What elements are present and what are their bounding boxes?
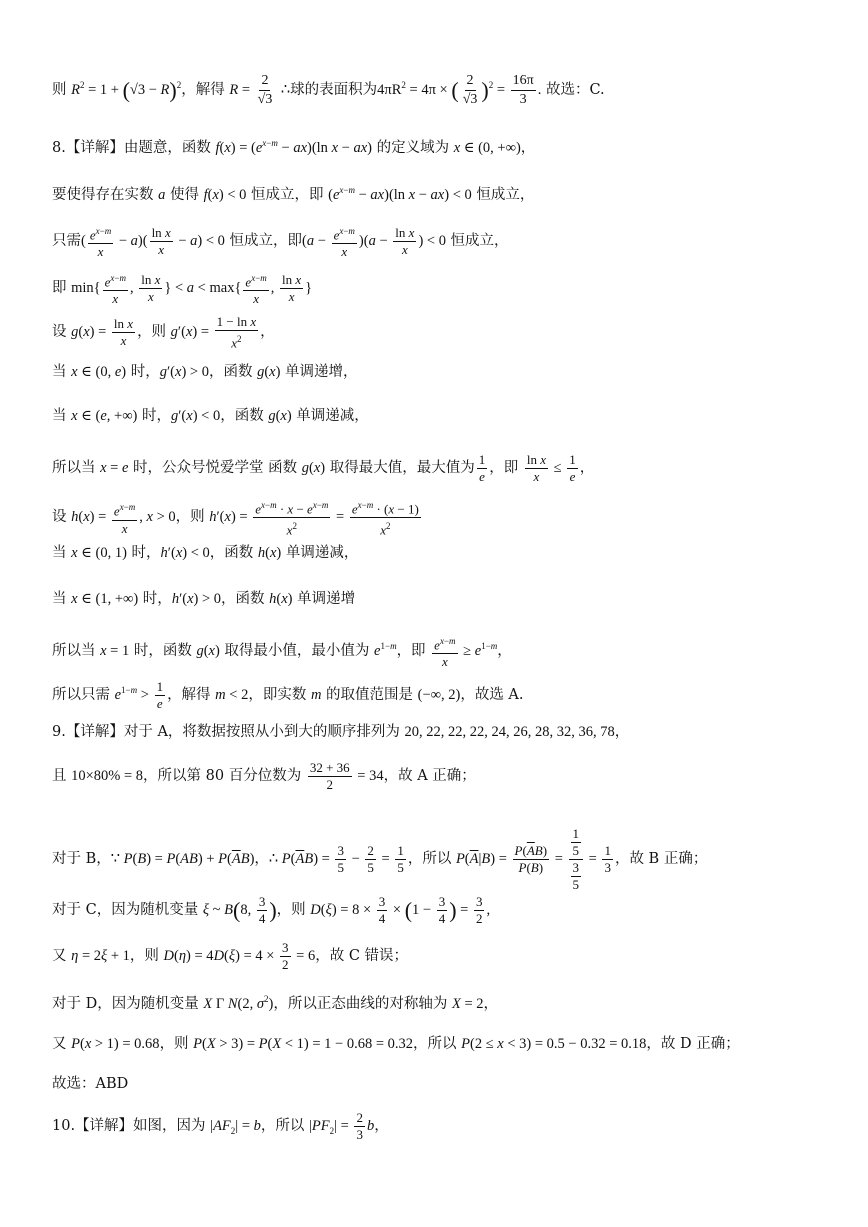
line-5: 即 min{ $\frac{e^{x-m}}{x}$ , $\frac{\text{ln x}}{x}$ } < a < max{ $\frac{e^{x-m}}{x}$ , $\frac{\text{ln x}}{x}$ }: [52, 270, 848, 307]
text: ，函数: [208, 364, 258, 380]
text: 单调递减，: [281, 545, 359, 561]
line-1: 则 $R^2 = 1 + (√3 - R)^2$，解得 R = $\frac{2}{√3}$ ∴球的表面积为$4\pi R^2 = 4\pi$ × ( $\frac{2}{√3}$ )$^2$ = $\frac{16\pi}{3}$ . 故选：C.: [52, 73, 605, 107]
text: ，故 A 正确；: [383, 767, 476, 784]
text: ，: [483, 995, 499, 1012]
text: 的取值范围是: [321, 686, 418, 703]
text: ，函数: [221, 591, 270, 607]
text: 恒成立，即: [246, 186, 329, 203]
text: ，: [260, 323, 275, 340]
line-15: [52, 722, 848, 742]
line-20: 对于 D，因为随机变量 X Γ N(2, $\sigma^2$)，所以正态曲线的对称轴为 X = 2，: [52, 994, 499, 1012]
text: 故选：C.: [541, 81, 605, 98]
text: ，则: [129, 947, 164, 964]
text: ，解得: [181, 81, 230, 98]
text: 的定义域为: [371, 139, 454, 156]
text: 时，公众号悦爱学堂 函数: [128, 459, 302, 476]
text: 又: [52, 1036, 72, 1052]
text: ，所以: [260, 1117, 309, 1134]
line-16: 且 10×80% = 8，所以第 80 百分位数为 $\frac{32 + 36}{2}$ = 34，故 A 正确；: [52, 760, 476, 792]
text: 对于 B，: [52, 850, 111, 867]
line-21: 又 P(x > 1) = 0.68，则 P(X > 3) = P(X < 1) = 1 − 0.68 = 0.32，所以 P(2 ≤ x < 3) = 0.5 − 0.32 = 0.18，故 D 正确；: [52, 1036, 740, 1052]
line-2: 8.【详解】由题意，函数 $f(x) = (e^{x-m} - ax)(\ln$ x − ax) 的定义域为 x ∈ (0, +∞)，: [52, 138, 536, 156]
line-17: 对于 B，∵ $P(B) = P(AB) + P(\overline{A}B)$，∴ $P(\overline{A}B)$ = $\frac{3}{5}$ − $\frac{2}{5}$ = $\frac{1}{5}$ ，所以 $P(\overline{A}|B)$ = $\frac{P(\overline{A}B)}{P(B)}$ = $\frac{\frac{1}{5}}{\frac{3}{5}}$ = $\frac{1}{3}$ ，故 B 正确；: [52, 826, 708, 892]
text: ，则: [276, 901, 311, 918]
text: 设: [52, 323, 72, 340]
text: 恒成立，: [471, 186, 535, 203]
line-7: 当 x ∈ (0, e) 时，g′(x) > 0，函数 g(x) 单调递增，: [52, 364, 358, 380]
text: 10.【详解】如图，因为: [52, 1117, 211, 1134]
text: ，函数: [209, 545, 258, 561]
line-3: 要使得存在实数 a 使得 f(x) < 0 恒成立，即 $(e^{x-m} - ax)(\ln$ x − ax) < 0 恒成立，: [52, 185, 535, 203]
text: ，故 D 正确；: [646, 1036, 740, 1052]
text: 恒成立，: [445, 232, 509, 249]
text: 单调递减，: [291, 408, 369, 424]
text: 只需: [52, 232, 81, 249]
line-19: 又 η = 2ξ + 1，则 D(η) = 4D(ξ) = 4 × $\frac{3}{2}$ = 6，故 C 错误；: [52, 940, 409, 972]
text: 设: [52, 509, 72, 526]
line-22: [52, 1074, 848, 1094]
text: ，故 B 正确；: [614, 850, 708, 867]
text: 单调递增: [292, 591, 356, 607]
text: 所以当: [52, 459, 101, 476]
text: 时，函数: [129, 642, 197, 659]
sorted-data: 20, 22, 22, 22, 24, 26, 28, 32, 36, 78: [404, 724, 615, 740]
text: ，所以: [413, 1036, 462, 1052]
text: 当: [52, 591, 72, 607]
text: 8.【详解】由题意，函数: [52, 139, 216, 156]
text: 对于 D，因为随机变量: [52, 995, 204, 1012]
text: 对于 C，因为随机变量: [52, 901, 203, 918]
line-4: 只需( $\frac{e^{x-m}}{x}$ − a)( $\frac{\text{ln x}}{x}$ − a) < 0 恒成立，即(a − $\frac{e^{x-m}}{x}$ )(a − $\frac{\text{ln x}}{x}$ ) < 0 恒成立，: [52, 223, 848, 260]
line-11: 当 x ∈ (0, 1) 时，h′(x) < 0，函数 h(x) 单调递减，: [52, 545, 359, 561]
text: 时，: [137, 408, 171, 424]
line-9: 所以当 x = e 时，公众号悦爱学堂 函数 g(x) 取得最大值，最大值为 $\frac{1}{e}$ ，即 $\frac{\text{ln x}}{x}$ ≤ $\frac{1}{e}$ ，: [52, 452, 595, 484]
text: 取得最小值，最小值为: [219, 642, 375, 659]
text: 时，: [126, 364, 160, 380]
text: 又: [52, 947, 72, 964]
text: ，: [579, 459, 595, 476]
text: 即: [52, 279, 72, 296]
text: ，所以正态曲线的对称轴为: [273, 995, 452, 1012]
text: ，: [254, 850, 269, 867]
text: ，即: [396, 642, 431, 659]
text: 当: [52, 545, 72, 561]
text: ，即实数: [248, 686, 311, 703]
text: 恒成立，即: [224, 232, 303, 249]
text: ，故 C 错误；: [315, 947, 409, 964]
text: ，: [374, 1117, 389, 1134]
text: 时，: [126, 545, 161, 561]
text: 所以当: [52, 642, 101, 659]
line-8: 当 x ∈ (e, +∞) 时，g′(x) < 0，函数 g(x) 单调递减，: [52, 408, 369, 424]
text: 9.【详解】对于 A，将数据按照从小到大的顺序排列为: [52, 724, 405, 740]
text: 要使得存在实数: [52, 186, 159, 203]
text: 当: [52, 408, 72, 424]
line-6: 设 g(x) = $\frac{\text{ln x}}{x}$ ，则 g′(x) = $\frac{\text{1 − ln x}}{x^2}$ ，: [52, 314, 275, 351]
line-12: 当 x ∈ (1, +∞) 时，h′(x) > 0，函数 h(x) 单调递增: [52, 591, 356, 607]
text: 使得: [165, 186, 204, 203]
text: 所以只需: [52, 686, 115, 703]
text: ，所以第 80 百分位数为: [143, 767, 306, 784]
text: ，则: [137, 323, 171, 340]
line-13: 所以当 x = 1 时，函数 g(x) 取得最小值，最小值为 $e^{1-m}$，即 $\frac{e^{x-m}}{x}$ ≥ $e^{1-m}$，: [52, 633, 848, 670]
text: ，故选 A.: [460, 686, 524, 703]
text: 单调递增，: [280, 364, 358, 380]
line-10: 设 h(x) = $\frac{e^{x-m}}{x}$ , x > 0，则 h′(x) = $\frac{e^{x-m} \cdot x - e^{x-m}}{x^2}$ = $\frac{e^{x-m} \cdot (x - 1)}{x^2}$: [52, 497, 848, 539]
text: ，则: [175, 509, 210, 526]
line-14: 所以只需 $e^{1-m}$ > $\frac{1}{e}$ ，解得 m < 2，即实数 m 的取值范围是 (−∞, 2)，故选 A.: [52, 679, 524, 711]
formula: 10×80% = 8: [71, 767, 144, 784]
text: 故选：ABD: [52, 1076, 129, 1092]
text: 取得最大值，最大值为: [325, 459, 475, 476]
text: ，则: [159, 1036, 194, 1052]
text: 且: [52, 767, 72, 784]
line-18: 对于 C，因为随机变量 ξ ~ B(8, $\frac{3}{4}$ )，则 D(ξ) = 8 × $\frac{3}{4}$ × (1 − $\frac{3}{4}$ ) = $\frac{3}{2}$ ,: [52, 894, 491, 926]
text: 时，: [138, 591, 172, 607]
text: 当: [52, 364, 72, 380]
text: ，函数: [220, 408, 269, 424]
text: ，即: [489, 459, 523, 476]
text: ，: [614, 724, 630, 740]
line-23: 10.【详解】如图，因为 $|AF_2| = b$，所以 $|PF_2|$ = $\frac{2}{3}$ b，: [52, 1110, 389, 1142]
text: ∴球的表面积为: [276, 81, 378, 98]
text: ，: [520, 139, 536, 156]
text: ，解得: [167, 686, 216, 703]
text: 则: [52, 81, 72, 98]
text: ，所以: [407, 850, 456, 867]
text: ，: [497, 642, 512, 659]
